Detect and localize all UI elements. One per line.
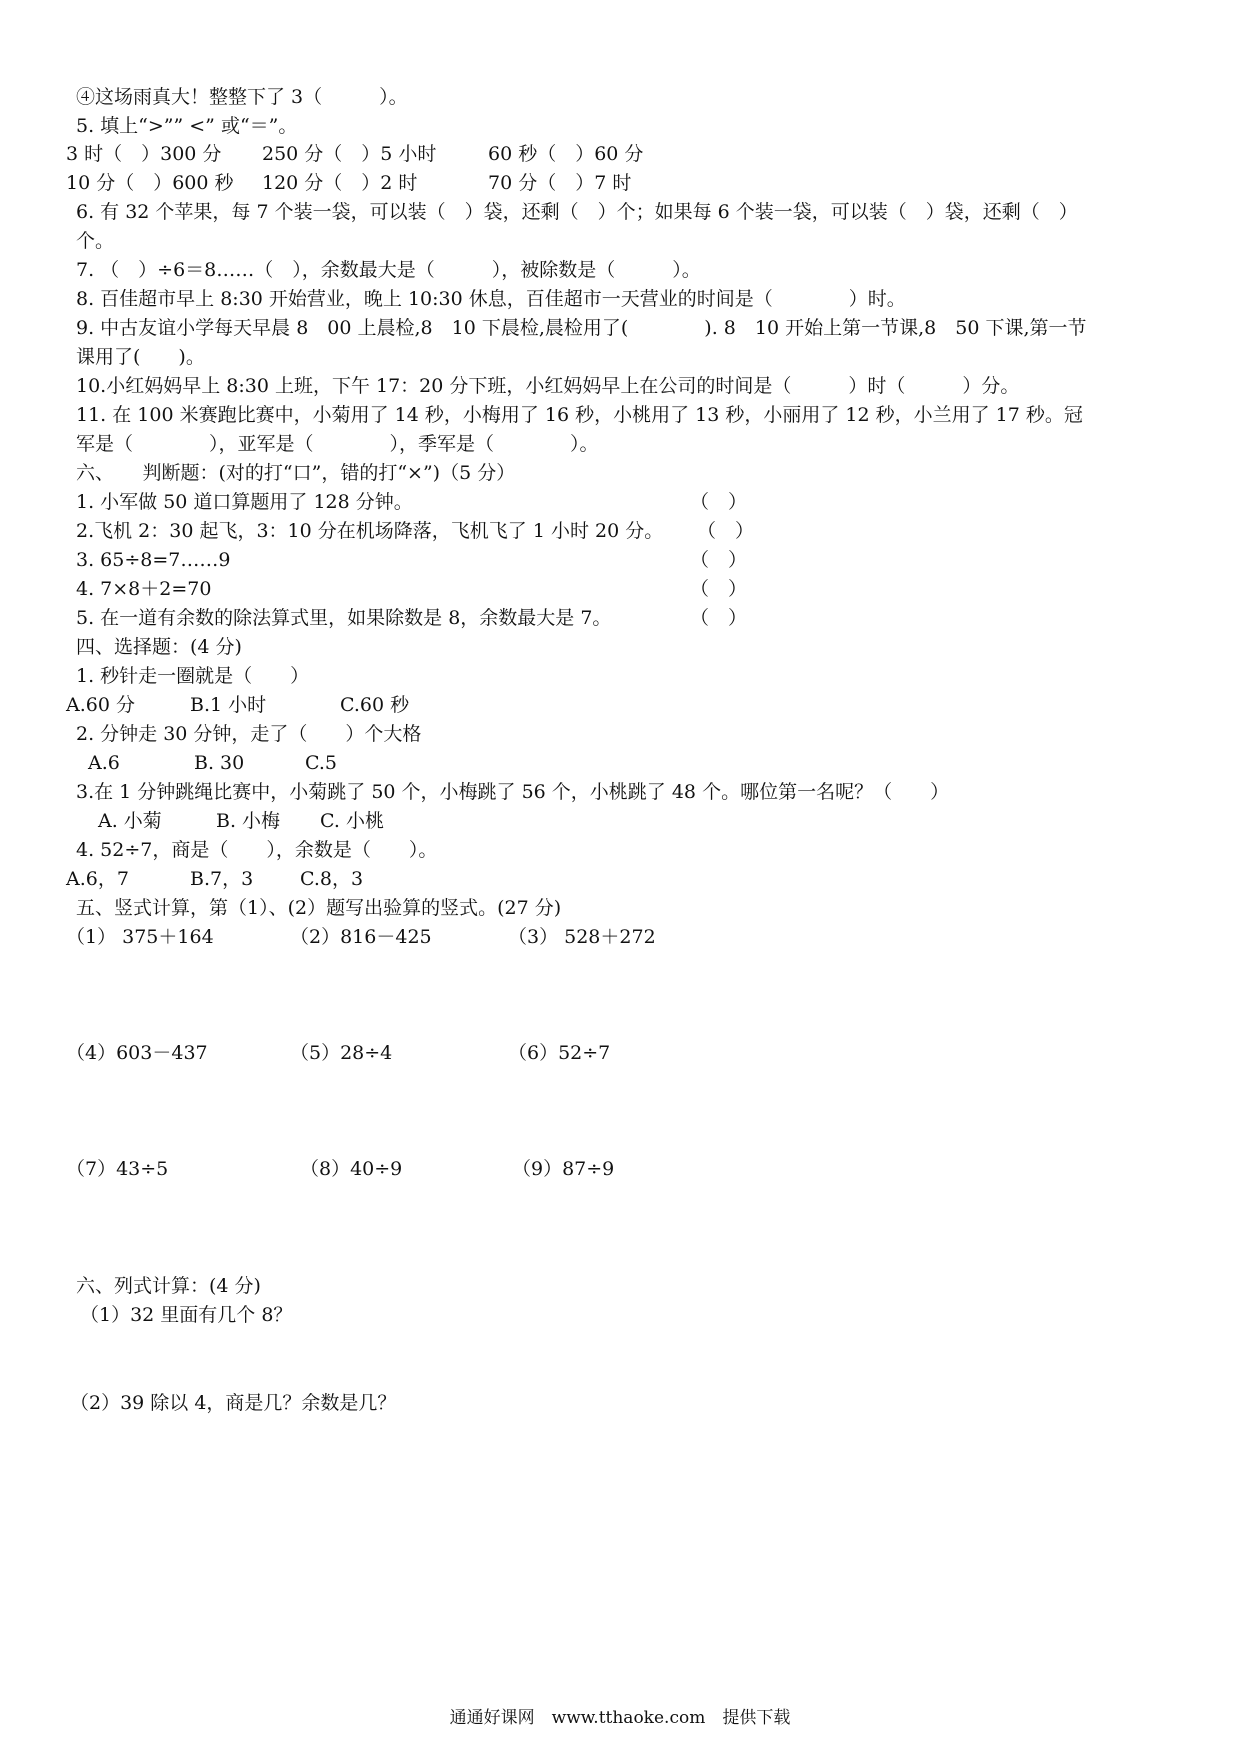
calc-problem: （7）43÷5	[66, 1158, 169, 1180]
judge-item: 1. 小军做 50 道口算题用了 128 分钟。	[76, 491, 413, 513]
calc-problem: （4）603－437	[66, 1042, 208, 1064]
question-5-title: 5. 填上“>”” <” 或“＝”。	[76, 115, 298, 137]
choice-option: A.6，7	[66, 868, 129, 890]
answer-bracket: （ ）	[690, 607, 748, 629]
choice-option: A. 小菊	[98, 810, 162, 832]
judge-item: 3. 65÷8=7……9	[76, 549, 231, 571]
question-6: 6. 有 32 个苹果，每 7 个装一袋，可以装（ ）袋，还剩（ ）个；如果每 6 个装一袋，可以装（ ）袋，还剩（ ）	[76, 201, 1078, 223]
compare-item: 250 分（ ）5 小时	[262, 143, 437, 165]
question-9-cont: 课用了( )。	[76, 346, 205, 368]
calc-problem: （6）52÷7	[508, 1042, 611, 1064]
question-11: 11. 在 100 米赛跑比赛中，小菊用了 14 秒，小梅用了 16 秒，小桃用了 13 秒，小丽用了 12 秒，小兰用了 17 秒。冠	[76, 404, 1083, 426]
judge-section-title: 六、 判断题：(对的打“口”，错的打“×”)（5 分）	[76, 462, 516, 484]
answer-bracket: （ ）	[697, 520, 755, 542]
calc-problem: （2）816－425	[290, 926, 432, 948]
question-10: 10.小红妈妈早上 8:30 上班，下午 17：20 分下班，小红妈妈早上在公司的时间是（ ）时（ ）分。	[76, 375, 1020, 397]
calc-problem: （8）40÷9	[300, 1158, 403, 1180]
answer-bracket: （ ）	[690, 491, 748, 513]
formula-question: （1）32 里面有几个 8？	[80, 1304, 293, 1326]
choice-question-3: 3.在 1 分钟跳绳比赛中，小菊跳了 50 个，小梅跳了 56 个，小桃跳了 48 个。哪位第一名呢？（ ）	[76, 781, 950, 803]
choice-option: B. 小梅	[216, 810, 281, 832]
vertical-section-title: 五、竖式计算，第（1）、(2）题写出验算的竖式。(27 分)	[76, 897, 562, 919]
judge-item: 4. 7×8＋2=70	[76, 578, 212, 600]
judge-item: 2.飞机 2：30 起飞，3：10 分在机场降落，飞机飞了 1 小时 20 分。	[76, 520, 664, 542]
formula-question: （2）39 除以 4，商是几？余数是几？	[70, 1392, 397, 1414]
calc-problem: （5）28÷4	[290, 1042, 393, 1064]
question-7: 7. （ ）÷6＝8……（ ），余数最大是（ ），被除数是（ ）。	[76, 259, 701, 281]
choice-option: C. 小桃	[320, 810, 384, 832]
question-11-cont: 军是（ ），亚军是（ ），季军是（ ）。	[76, 433, 599, 455]
judge-item: 5. 在一道有余数的除法算式里，如果除数是 8，余数最大是 7。	[76, 607, 612, 629]
calc-problem: （3） 528＋272	[508, 926, 656, 948]
compare-item: 10 分（ ）600 秒	[66, 172, 234, 194]
question-8: 8. 百佳超市早上 8:30 开始营业，晚上 10:30 休息，百佳超市一天营业的时间是（ ）时。	[76, 288, 906, 310]
choice-question-1: 1. 秒针走一圈就是（ ）	[76, 665, 310, 687]
choice-option: A.6	[88, 752, 120, 774]
calc-problem: （1） 375＋164	[66, 926, 214, 948]
question-6-cont: 个。	[76, 230, 115, 252]
choice-option: C.60 秒	[340, 694, 410, 716]
choice-option: B.7，3	[190, 868, 254, 890]
answer-bracket: （ ）	[690, 549, 748, 571]
compare-item: 60 秒（ ）60 分	[488, 143, 644, 165]
formula-section-title: 六、列式计算：(4 分)	[76, 1275, 261, 1297]
question-9: 9. 中古友谊小学每天早晨 8 00 上晨检,8 10 下晨检,晨检用了( ). 8 10 开始上第一节课,8 50 下课,第一节	[76, 317, 1087, 339]
footer-credit: 通通好课网 www.tthaoke.com 提供下载	[449, 1708, 791, 1728]
compare-item: 3 时（ ）300 分	[66, 143, 222, 165]
choice-question-4: 4. 52÷7，商是（ ），余数是（ ）。	[76, 839, 438, 861]
choice-option: C.8，3	[300, 868, 364, 890]
choice-option: B. 30	[194, 752, 245, 774]
calc-problem: （9）87÷9	[512, 1158, 615, 1180]
compare-item: 70 分（ ）7 时	[488, 172, 632, 194]
choice-option: B.1 小时	[190, 694, 267, 716]
choice-option: A.60 分	[66, 694, 135, 716]
fill-blank-line-4: ④这场雨真大！整整下了 3（ ）。	[76, 86, 408, 108]
compare-item: 120 分（ ）2 时	[262, 172, 418, 194]
choice-section-title: 四、选择题：(4 分)	[76, 636, 242, 658]
choice-option: C.5	[305, 752, 337, 774]
choice-question-2: 2. 分钟走 30 分钟，走了（ ）个大格	[76, 723, 422, 745]
answer-bracket: （ ）	[690, 578, 748, 600]
